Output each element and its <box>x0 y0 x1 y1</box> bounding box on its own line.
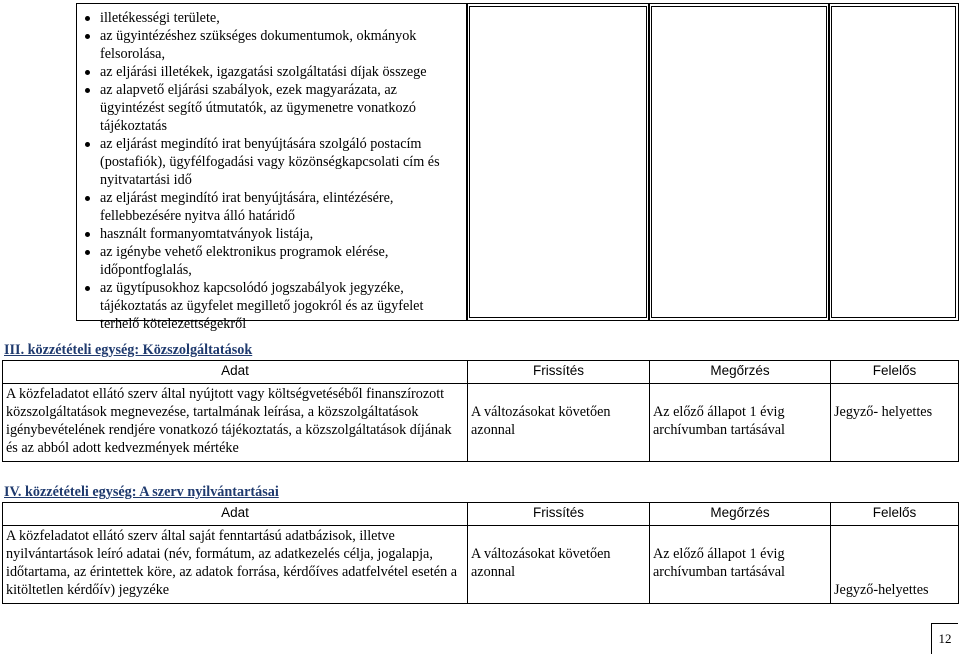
bullet-icon <box>85 88 90 93</box>
cell-felelos: Jegyző- helyettes <box>831 384 959 462</box>
top-megorzes-cell <box>648 3 830 321</box>
list-item: használt formanyomtatványok listája, <box>77 225 457 243</box>
list-item: az eljárási illetékek, igazgatási szolgáltatási díjak összege <box>77 63 457 81</box>
table-header-row <box>3 361 959 384</box>
cell-megorzes: Az előző állapot 1 évig archívumban tartásával <box>650 526 831 604</box>
cell-adat: A közfeladatot ellátó szerv által saját fenntartású adatbázisok, illetve nyilvántartások leíró adatai (név, formátum, az adatkezelés célja, jogalapja, időtartama, az érintettek köre, az adatok forrása, kérdőíves adatfelvétel esetén a kitöltetlen kérdőív) jegyzéke <box>3 526 468 604</box>
list-item: az eljárást megindító irat benyújtására, elintézésére, fellebbezésére nyitva álló határidő <box>77 189 457 225</box>
header-adat: Adat <box>3 361 468 384</box>
header-megorzes: Megőrzés <box>650 503 831 526</box>
header-felelos: Felelős <box>831 503 959 526</box>
list-item: az igénybe vehető elektronikus programok elérése, időpontfoglalás, <box>77 243 457 279</box>
top-continuation-table <box>76 3 959 332</box>
header-adat: Adat <box>3 503 468 526</box>
header-frissites: Frissítés <box>468 361 650 384</box>
list-item: az eljárást megindító irat benyújtására szolgáló postacím (postafiók), ügyfélfogadási vagy közönségkapcsolati cím és nyitvatartási idő <box>77 135 457 189</box>
header-frissites: Frissítés <box>468 503 650 526</box>
section-3-title: III. közzétételi egység: Közszolgáltatások <box>4 342 253 358</box>
top-felelos-cell <box>828 3 959 321</box>
bullet-icon <box>85 70 90 75</box>
cell-adat: A közfeladatot ellátó szerv által nyújtott vagy költségvetéséből finanszírozott közszolgáltatások megnevezése, tartalmának leírása, a közszolgáltatások igénybevételének rendjére vonatkozó tájékoztatás, a közszolgáltatások díjának és az abból adott kedvezmények mértéke <box>3 384 468 462</box>
section-3-table <box>2 360 959 462</box>
bullet-icon <box>85 232 90 237</box>
header-megorzes: Megőrzés <box>650 361 831 384</box>
list-item: illetékességi területe, <box>77 9 457 27</box>
table-row <box>3 526 959 604</box>
top-adat-cell <box>76 3 468 332</box>
bullet-icon <box>85 34 90 39</box>
header-felelos: Felelős <box>831 361 959 384</box>
list-item: az ügytípusokhoz kapcsolódó jogszabályok jegyzéke, tájékoztatás az ügyfelet megillető jogokról és az ügyfelet terhelő kötelezettségekről <box>77 279 457 333</box>
list-item: az ügyintézéshez szükséges dokumentumok, okmányok felsorolása, <box>77 27 457 63</box>
cell-megorzes: Az előző állapot 1 évig archívumban tartásával <box>650 384 831 462</box>
bullet-icon <box>85 142 90 147</box>
cell-frissites: A változásokat követően azonnal <box>468 526 650 604</box>
bullet-icon <box>85 196 90 201</box>
section-4-title: IV. közzétételi egység: A szerv nyilvántartásai <box>4 484 279 500</box>
top-bullet-list <box>77 9 457 333</box>
bullet-icon <box>85 286 90 291</box>
bullet-icon <box>85 16 90 21</box>
list-item: az alapvető eljárási szabályok, ezek magyarázata, az ügyintézést segítő útmutatók, az ügymenetre vonatkozó tájékoztatás <box>77 81 457 135</box>
cell-felelos: Jegyző-helyettes <box>831 526 959 604</box>
page-number: 12 <box>931 623 958 654</box>
top-frissites-cell <box>466 3 650 321</box>
cell-frissites: A változásokat követően azonnal <box>468 384 650 462</box>
bullet-icon <box>85 250 90 255</box>
section-4-table <box>2 502 959 604</box>
table-row <box>3 384 959 462</box>
table-header-row <box>3 503 959 526</box>
